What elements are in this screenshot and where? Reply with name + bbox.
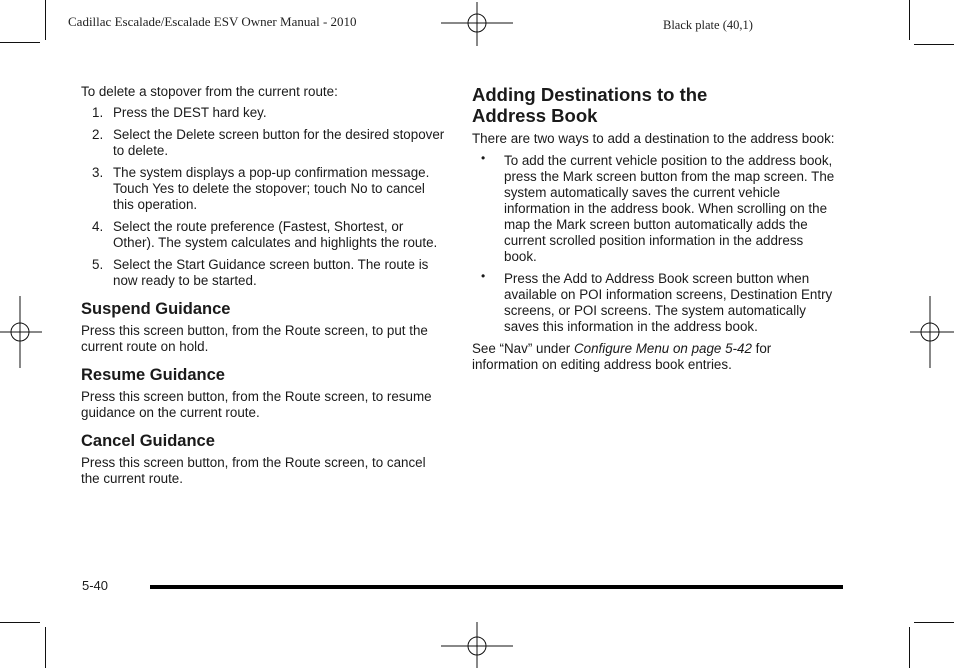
crop-mark — [914, 622, 954, 623]
list-item — [81, 105, 447, 121]
crop-mark — [0, 622, 40, 623]
list-item — [81, 165, 447, 213]
section-heading — [472, 84, 836, 126]
bullet-icon: • — [481, 269, 486, 283]
list-item — [472, 153, 836, 265]
bullet-text: Press the Add to Address Book screen button when available on POI information screens, Destination Entry screens, or POI screens. The system automatically saves this information in the address book. — [504, 271, 833, 334]
resume-guidance-heading: Resume Guidance — [81, 366, 225, 384]
step-number: 4. — [92, 219, 104, 234]
bullet-text: To add the current vehicle position to the address book, press the Mark screen button from the map screen. The system automatically saves the current vehicle information in the address book. When scrolling on the map the Mark screen button automatically adds the current scrolled position information in the address book. — [504, 153, 835, 264]
crop-mark — [0, 42, 40, 43]
crop-mark — [909, 0, 910, 40]
suspend-guidance-text: Press this screen button, from the Route screen, to put the current route on hold. — [81, 323, 428, 354]
cancel-guidance-heading: Cancel Guidance — [81, 432, 215, 450]
step-number: 2. — [92, 127, 104, 142]
suspend-guidance-heading: Suspend Guidance — [81, 300, 231, 318]
crop-mark — [45, 627, 46, 668]
manual-title: Cadillac Escalade/Escalade ESV Owner Manual - 2010 — [68, 14, 357, 29]
bullet-icon: • — [481, 151, 486, 165]
page-number: 5-40 — [82, 578, 109, 593]
address-book-intro: There are two ways to add a destination to the address book: — [472, 131, 835, 146]
crop-mark — [45, 0, 46, 40]
resume-guidance-text: Press this screen button, from the Route screen, to resume guidance on the current route. — [81, 389, 432, 420]
list-item — [472, 271, 836, 335]
stopover-intro: To delete a stopover from the current route: — [81, 84, 338, 99]
registration-mark-icon — [441, 2, 513, 46]
step-number: 5. — [92, 257, 104, 272]
see-suffix: for information on editing address book entries. — [472, 341, 772, 372]
stopover-steps — [81, 105, 447, 289]
step-text: Press the DEST hard key. — [113, 105, 267, 120]
crop-mark — [914, 44, 954, 45]
cross-reference-link[interactable]: Configure Menu on page 5-42 — [573, 341, 752, 356]
right-column — [472, 84, 836, 379]
section-heading-line1: Adding Destinations to the — [472, 84, 708, 105]
step-text: The system displays a pop-up confirmation message. Touch Yes to delete the stopover; touch No to cancel this operation. — [113, 165, 430, 212]
step-text: Select the Delete screen button for the desired stopover to delete. — [113, 127, 445, 158]
address-book-methods — [472, 153, 836, 335]
left-column — [81, 84, 447, 493]
step-number: 3. — [92, 165, 104, 180]
list-item — [81, 257, 447, 289]
footer-rule — [150, 585, 843, 589]
section-heading-line2: Address Book — [472, 105, 598, 126]
registration-mark-icon — [441, 622, 513, 668]
plate-label: Black plate (40,1) — [663, 18, 753, 32]
step-text: Select the route preference (Fastest, Shortest, or Other). The system calculates and highlights the route. — [113, 219, 438, 250]
list-item — [81, 219, 447, 251]
see-reference — [472, 341, 836, 373]
cancel-guidance-text: Press this screen button, from the Route screen, to cancel the current route. — [81, 455, 426, 486]
step-number: 1. — [92, 105, 104, 120]
crop-mark — [909, 627, 910, 668]
registration-mark-icon — [0, 296, 42, 368]
registration-mark-icon — [910, 296, 954, 368]
list-item — [81, 127, 447, 159]
step-text: Select the Start Guidance screen button. The route is now ready to be started. — [113, 257, 429, 288]
see-prefix: See “Nav” under — [472, 341, 574, 356]
